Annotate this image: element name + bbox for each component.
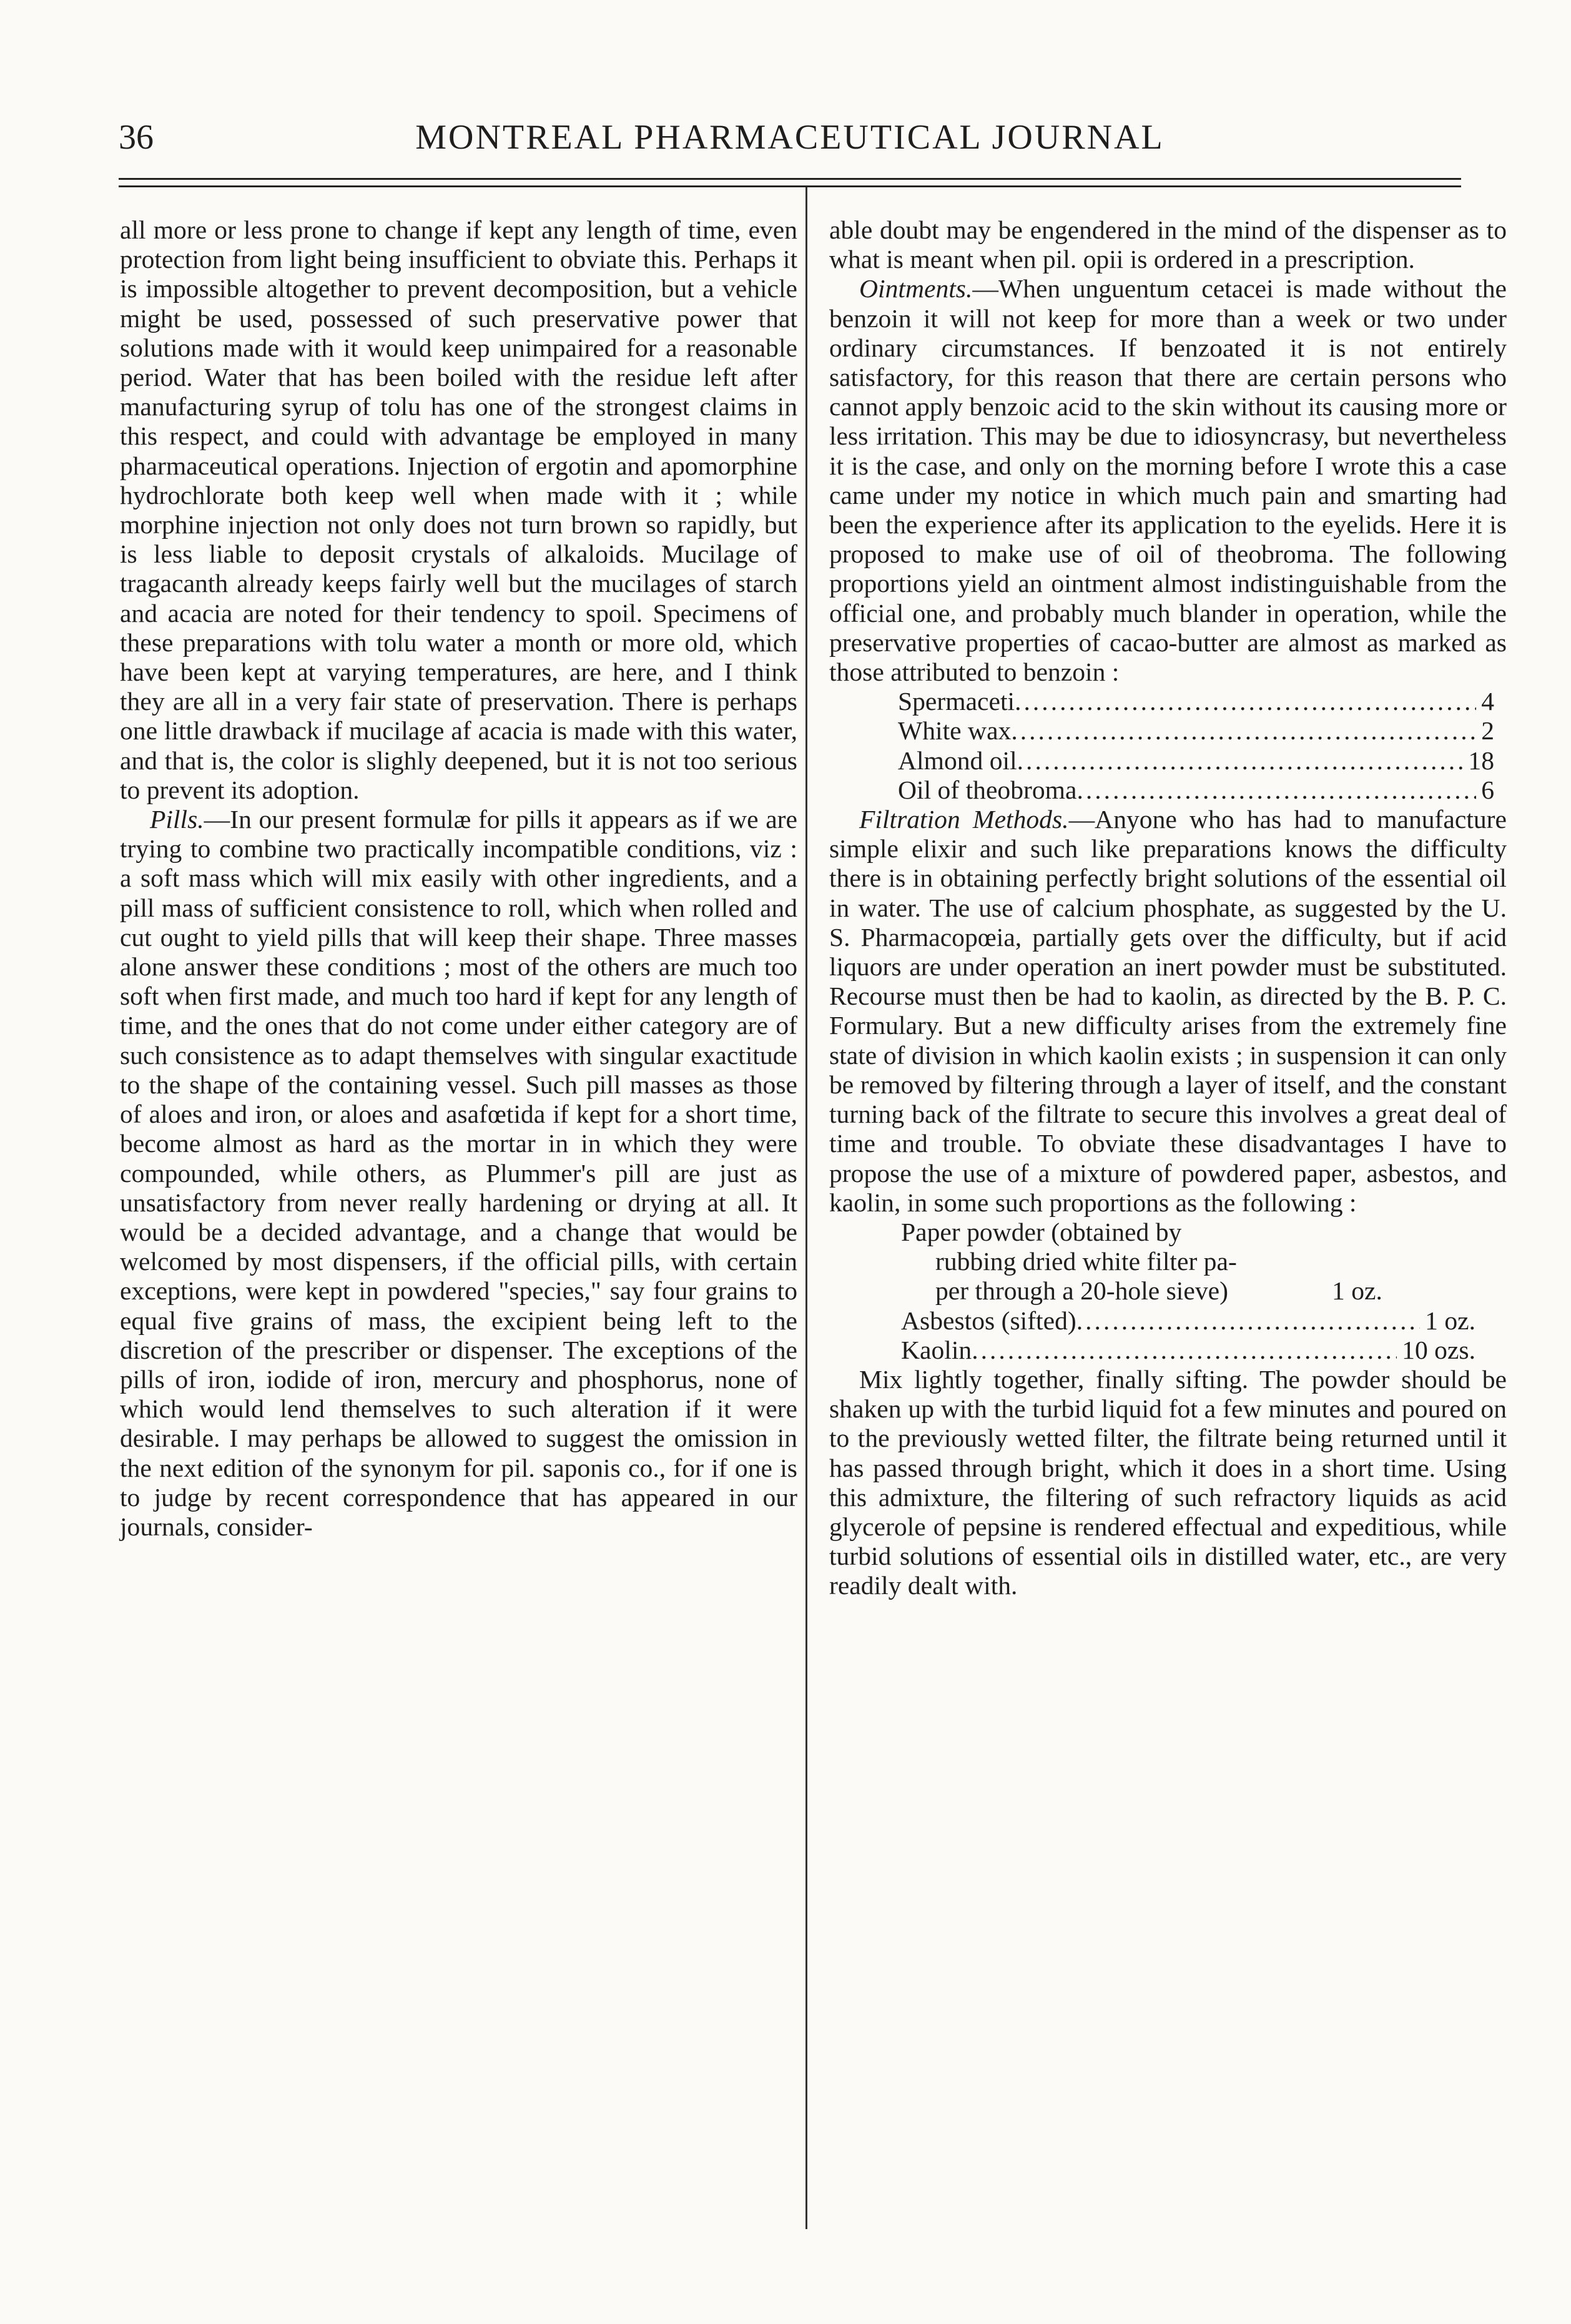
- ingredient-name: White wax: [898, 716, 1012, 746]
- formula-row: [901, 1306, 1475, 1336]
- header-rule-top: [119, 178, 1461, 180]
- paper-line-3: per through a 20-hole sieve): [935, 1276, 1228, 1306]
- pills-text: —In our present formulæ for pills it appears as if we are trying to combine two practically incompatible conditions, viz : a soft mass which will mix easily with other ingredients, and a pill mass of sufficient consistence to roll, which when rolled and cut ought to yield pills that will keep their shape. Three masses alone answer these conditions ; most of the others are much too soft when first made, and much too hard if kept for any length of time, and the ones that do not come under either category are of such consistence as to adapt themselves with singular exactitude to the shape of the containing vessel. Such pill masses as those of aloes and iron, or aloes and asafœtida if kept for a short time, become almost as hard as the mortar in in which they were compounded, while others, as Plummer's pill are just as unsatisfactory from never really hardening or drying at all. It would be a decided advantage, and a change that would be welcomed by most dispensers, if the official pills, with certain exceptions, were kept in powdered "species," say four grains to equal five grains of mass, the excipient being left to the discretion of the prescriber or dispenser. The exceptions of the pills of iron, iodide of iron, mercury and phosphorus, none of which would lend themselves to such alteration if it were desirable. I may perhaps be allowed to suggest the omission in the next edition of the synonym for pil. saponis co., for if one is to judge by recent correspondence that has appeared in our journals, consider-: [120, 805, 797, 1541]
- ingredient-quantity: 4: [1481, 687, 1494, 716]
- header-rule-bottom: [119, 185, 1461, 187]
- ingredient-quantity: 1 oz.: [1332, 1276, 1382, 1306]
- ingredient-name: [901, 1218, 1326, 1306]
- journal-title: MONTREAL PHARMACEUTICAL JOURNAL: [415, 118, 1165, 157]
- paper-line-1: Paper powder (obtained by: [901, 1217, 1182, 1246]
- paragraph-mix: Mix lightly together, finally sifting. The powder should be shaken up with the turbid liquid fot a few minutes and poured on to the previously wetted filter, the filtrate being returned until it has passed through bright, which it does in a short time. Using this admixture, the filtering of such refractory liquids as acid glycerole of pepsine is rendered effectual and expeditious, while turbid solutions of essential oils in distilled water, etc., are very readily dealt with.: [829, 1364, 1507, 1600]
- formula-row: [898, 716, 1494, 746]
- paragraph-preservation: all more or less prone to change if kept any length of time, even protection from light being insufficient to obviate this. Perhaps it is impossible altogether to prevent decomposition, but a vehicle might be used, possessed of such preservative power that solutions made with it would keep unimpaired for a reasonable period. Water that has been boiled with the residue left after manufacturing syrup of tolu has one of the strongest claims in this respect, and could with advantage be employed in many pharmaceutical operations. Injection of ergotin and apomorphine hydrochlorate both keep well when made with it ; while morphine injection not only does not turn brown so rapidly, but is less liable to deposit crystals of alkaloids. Mucilage of tragacanth already keeps fairly well but the mucilages of starch and acacia are noted for their tendency to spoil. Specimens of these preparations with tolu water a month or more old, which have been kept at varying temperatures, are here, and I think they are all in a very fair state of preservation. There is perhaps one little drawback if mucilage af acacia is made with this water, and that is, the color is slighly deepened, but it is not too serious to prevent its adoption.: [120, 215, 797, 804]
- right-column: [829, 215, 1507, 1601]
- ingredient-quantity: 10 ozs.: [1402, 1335, 1475, 1364]
- formula-row: [898, 746, 1494, 775]
- ingredient-quantity: 18: [1468, 746, 1494, 775]
- ointment-formula: [829, 687, 1507, 805]
- ingredient-quantity: 1 oz.: [1425, 1306, 1475, 1335]
- leader-dots: [1076, 775, 1476, 805]
- ingredient-name: Spermaceti: [898, 687, 1015, 716]
- leader-dots: [1076, 1306, 1420, 1336]
- filtration-heading: Filtration Methods.: [859, 805, 1069, 834]
- formula-row: [898, 775, 1494, 805]
- left-column: [120, 215, 797, 1542]
- paper-line-2: rubbing dried white filter pa-: [935, 1247, 1237, 1276]
- ingredient-name: Oil of theobroma: [898, 775, 1077, 804]
- leader-dots: [972, 1336, 1397, 1365]
- ingredient-name: Almond oil: [898, 746, 1017, 775]
- ointments-heading: Ointments.: [859, 274, 973, 303]
- paragraph-filtration: [829, 805, 1507, 1218]
- filter-formula: [829, 1218, 1507, 1365]
- leader-dots: [1015, 687, 1476, 716]
- ointments-text: —When unguentum cetacei is made without the benzoin it will not keep for more than a week or two under ordinary circumstances. If benzoated it is not entirely satisfactory, for this reason that there are certain persons who cannot apply benzoic acid to the skin without its causing more or less irritation. This may be due to idiosyncrasy, but nevertheless it is the case, and only on the morning before I wrote this a case came under my notice in which much pain and smarting had been the experience after its application to the eyelids. Here it is proposed to make use of oil of theobroma. The following proportions yield an ointment almost indistinguishable from the official one, and probably much blander in operation, while the preservative properties of cacao-butter are almost as marked as those attributed to benzoin :: [829, 274, 1507, 687]
- page-header: [119, 111, 1461, 167]
- ingredient-name: Kaolin: [901, 1335, 972, 1364]
- formula-row: [898, 687, 1494, 716]
- paragraph-ointments: [829, 274, 1507, 687]
- ingredient-quantity: 6: [1481, 775, 1494, 804]
- leader-dots: [1017, 746, 1464, 775]
- ingredient-quantity: 2: [1481, 716, 1494, 746]
- formula-row: [901, 1218, 1475, 1306]
- paragraph-continuation: able doubt may be engendered in the mind of the dispenser as to what is meant when pil. opii is ordered in a prescription.: [829, 215, 1507, 274]
- column-divider: [805, 187, 807, 2229]
- page-number: 36: [119, 118, 154, 157]
- leader-dots: [1011, 716, 1476, 746]
- pills-heading: Pills.: [150, 805, 204, 834]
- ingredient-name: Asbestos (sifted): [901, 1306, 1076, 1335]
- filtration-text: —Anyone who has had to manufacture simple elixir and such like preparations knows the difficulty there is in obtaining perfectly bright solutions of the essential oil in water. The use of calcium phosphate, as suggested by the U. S. Pharmacopœia, partially gets over the difficulty, but if acid liquors are under operation an inert powder must be substituted. Recourse must then be had to kaolin, as directed by the B. P. C. Formulary. But a new difficulty arises from the extremely fine state of division in which kaolin exists ; in suspension it can only be removed by filtering through a layer of itself, and the constant turning back of the filtrate to secure this involves a great deal of time and trouble. To obviate these disadvantages I have to propose the use of a mixture of powdered paper, asbestos, and kaolin, in some such proportions as the following :: [829, 805, 1507, 1217]
- paragraph-pills: [120, 805, 797, 1542]
- formula-row: [901, 1336, 1475, 1365]
